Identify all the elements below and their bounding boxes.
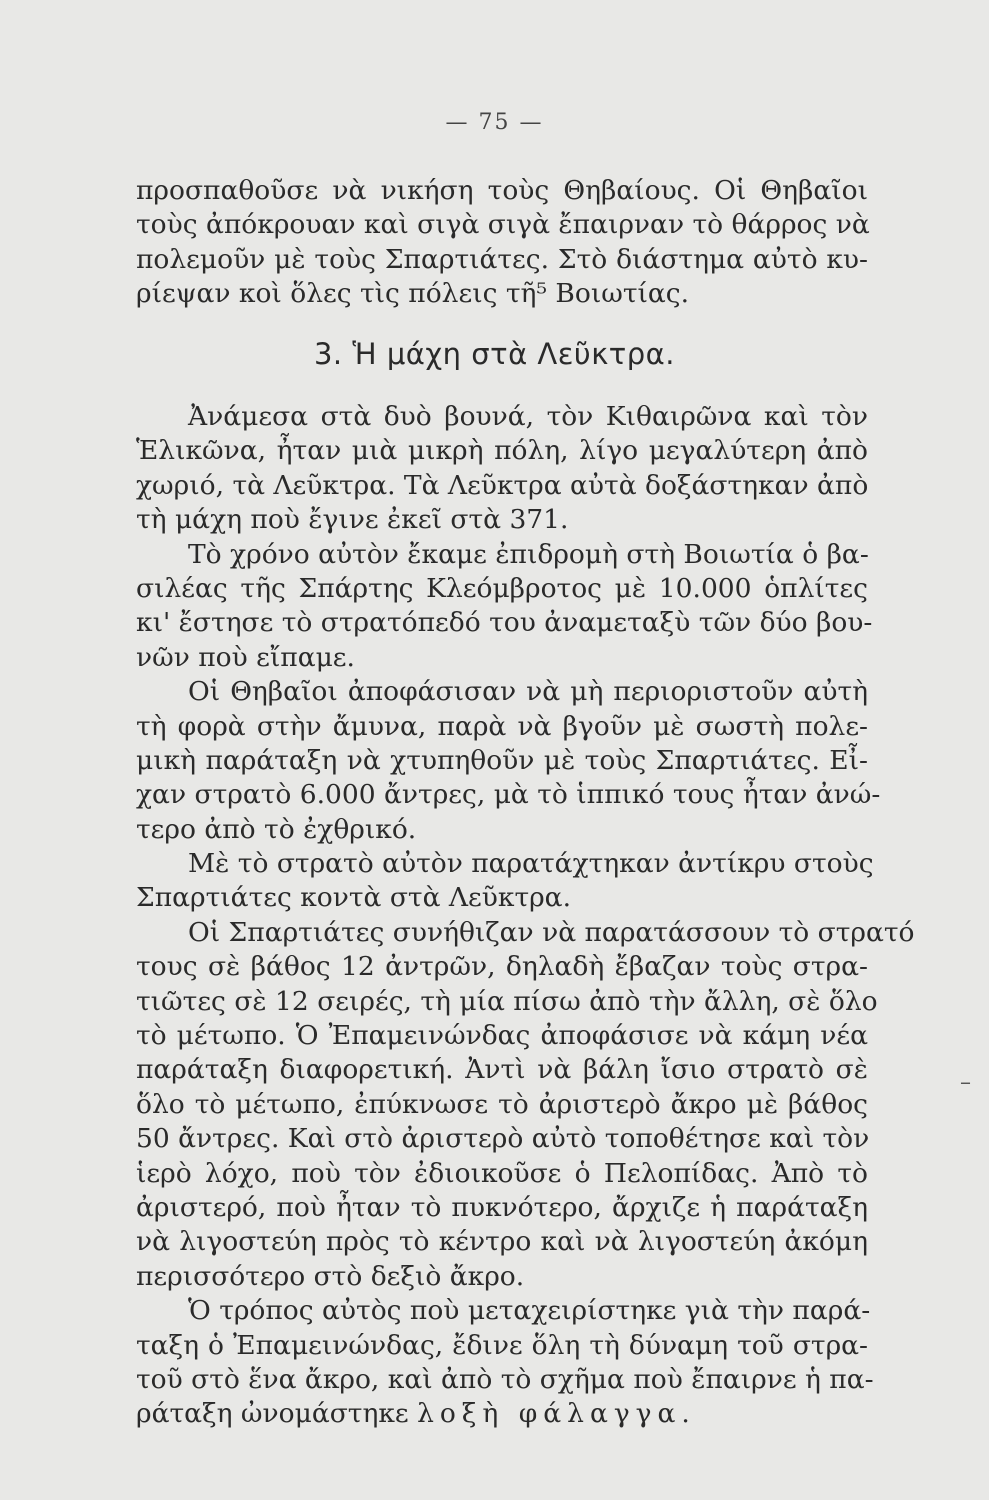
text-line: παράταξη διαφορετική. Ἀντὶ νὰ βάλη ἴσιο στρατὸ σὲ (136, 1054, 868, 1086)
page-number: — 75 — (445, 110, 544, 135)
text-line: Ἑλικῶνα, ἦταν μιὰ μικρὴ πόλη, λίγο μεγαλύτερη ἀπὸ (136, 435, 868, 467)
text-line: τὴ μάχη ποὺ ἔγινε ἐκεῖ στὰ 371. (136, 504, 569, 536)
text-line: τους σὲ βάθος 12 ἀντρῶν, δηλαδὴ ἔβαζαν τοὺς στρα- (136, 951, 868, 983)
text-line: ἀριστερό, ποὺ ἦταν τὸ πυκνότερο, ἄρχιζε ἡ παράταξη (136, 1191, 868, 1223)
final-line (136, 1397, 868, 1431)
text-line: ἱερὸ λόχο, ποὺ τὸν ἐδιοικοῦσε ὁ Πελοπίδας. Ἀπὸ τὸ (136, 1157, 868, 1189)
text-line: μικὴ παράταξη νὰ χτυπηθοῦν μὲ τοὺς Σπαρτιάτες. Εἶ- (136, 744, 868, 776)
margin-mark: – (960, 1070, 971, 1095)
text-line: Ὁ τρόπος αὐτὸς ποὺ μεταχειρίστηκε γιὰ τὴν παρά- (188, 1295, 871, 1327)
text-line: Τὸ χρόνο αὐτὸν ἔκαμε ἐπιδρομὴ στὴ Βοιωτία ὁ βα- (188, 538, 869, 570)
spaced-term: λοξὴ φάλαγγα (417, 1398, 682, 1430)
text-line: τοῦ στὸ ἕνα ἄκρο, καὶ ἀπὸ τὸ σχῆμα ποὺ ἔπαιρνε ἡ πα- (136, 1363, 874, 1395)
text-line: κι' ἔστησε τὸ στρατόπεδό του ἀναμεταξὺ τῶν δύο βου- (136, 607, 873, 639)
section-body (136, 400, 915, 1432)
text-line: 50 ἄντρες. Καὶ στὸ ἀριστερὸ αὐτὸ τοποθέτησε καὶ τὸν (136, 1123, 870, 1155)
text-line: Οἱ Θηβαῖοι ἀποφάσισαν νὰ μὴ περιοριστοῦν αὐτὴ (188, 676, 868, 708)
text-line: ρίεψαν κοὶ ὅλες τὶς πόλεις τῆ⁵ Βοιωτίας. (136, 278, 690, 310)
text-line: ταξη ὁ Ἐπαμεινώνδας, ἔδινε ὅλη τὴ δύναμη τοῦ στρα- (136, 1329, 868, 1361)
paragraph-continued (136, 174, 868, 312)
text-line: Οἱ Σπαρτιάτες συνήθιζαν νὰ παρατάσσουν τὸ στρατό (188, 916, 915, 948)
text-line: ὅλο τὸ μέτωπο, ἐπύκνωσε τὸ ἀριστερὸ ἄκρο μὲ βάθος (136, 1088, 868, 1120)
final-line-suffix: . (681, 1398, 690, 1430)
text-line: Ἀνάμεσα στὰ δυὸ βουνά, τὸν Κιθαιρῶνα καὶ τὸν (188, 401, 868, 432)
text-line: τὴ φορὰ στὴν ἄμυνα, παρὰ νὰ βγοῦν μὲ σωστὴ πολε- (136, 710, 868, 742)
text-line: προσπαθοῦσε νὰ νικήση τοὺς Θηβαίους. Οἱ Θηβαῖοι (136, 175, 868, 206)
text-line: χαν στρατὸ 6.000 ἄντρες, μὰ τὸ ἱππικό τους ἦταν ἀνώ- (136, 779, 881, 811)
text-line: νῶν ποὺ εἴπαμε. (136, 641, 355, 673)
section-heading: 3. Ἡ μάχη στὰ Λεῦκτρα. (313, 337, 675, 371)
text-line: νὰ λιγοστεύη πρὸς τὸ κέντρο καὶ νὰ λιγοστεύη ἀκόμη (136, 1226, 868, 1258)
text-line: Σπαρτιάτες κοντὰ στὰ Λεῦκτρα. (136, 882, 571, 914)
text-line: τοὺς ἀπόκρουαν καὶ σιγὰ σιγὰ ἔπαιρναν τὸ θάρρος νὰ (136, 209, 870, 241)
final-line-prefix: ράταξη ὠνομάστηκε (136, 1398, 418, 1430)
text-line: χωριό, τὰ Λεῦκτρα. Τὰ Λεῦκτρα αὐτὰ δοξάστηκαν ἀπὸ (136, 469, 869, 501)
text-line: περισσότερο στὸ δεξιὸ ἄκρο. (136, 1260, 525, 1292)
text-line: τὸ μέτωπο. Ὁ Ἐπαμεινώνδας ἀποφάσισε νὰ κάμη νέα (136, 1020, 868, 1052)
text-line: τερο ἀπὸ τὸ ἐχθρικό. (136, 813, 417, 845)
text-line: σιλέας τῆς Σπάρτης Κλεόμβροτος μὲ 10.000 ὁπλίτες (136, 572, 868, 604)
text-line: Μὲ τὸ στρατὸ αὐτὸν παρατάχτηκαν ἀντίκρυ στοὺς (188, 848, 874, 880)
text-line: πολεμοῦν μὲ τοὺς Σπαρτιάτες. Στὸ διάστημα αὐτὸ κυ- (136, 243, 868, 275)
text-line: τιῶτες σὲ 12 σειρές, τὴ μία πίσω ἀπὸ τὴν ἄλλη, σὲ ὅλο (136, 985, 878, 1017)
